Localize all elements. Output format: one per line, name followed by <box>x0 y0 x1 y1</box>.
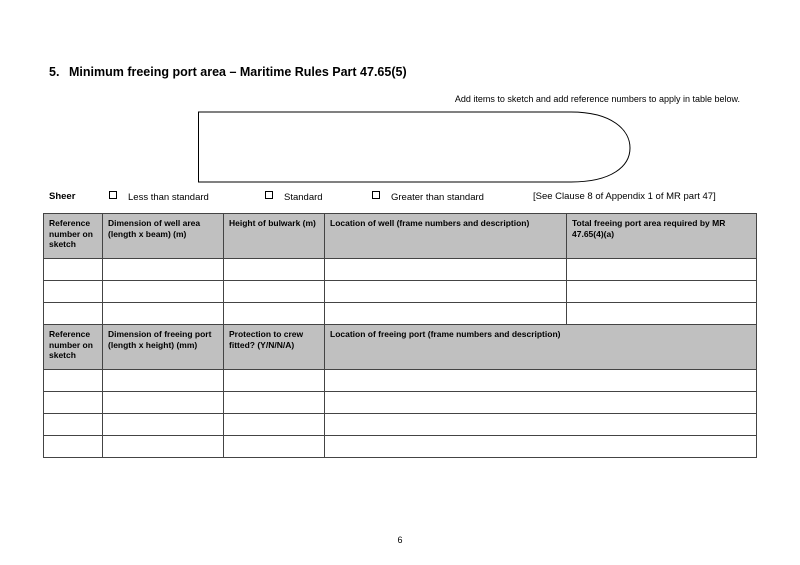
header-text: Location of freeing port (frame numbers and description) <box>330 329 561 339</box>
port-row <box>44 414 757 436</box>
table-cell[interactable] <box>567 259 757 281</box>
header-text: Protection to crew fitted? (Y/N/N/A) <box>229 329 304 350</box>
table-cell[interactable] <box>103 259 224 281</box>
table-cell[interactable] <box>103 436 224 458</box>
table-cell[interactable] <box>567 281 757 303</box>
port-header-cell <box>224 325 325 370</box>
table-cell[interactable] <box>103 370 224 392</box>
clause-reference: [See Clause 8 of Appendix 1 of MR part 47] <box>533 191 716 202</box>
well-row <box>44 303 757 325</box>
table-cell[interactable] <box>325 370 757 392</box>
header-text: Total freeing port area required by MR 47.65(4)(a) <box>572 218 726 239</box>
table-cell[interactable] <box>44 303 103 325</box>
port-header-cell <box>325 325 757 370</box>
section-number: 5. <box>49 65 60 79</box>
table-cell[interactable] <box>44 436 103 458</box>
table-cell[interactable] <box>103 392 224 414</box>
table-cell[interactable] <box>44 281 103 303</box>
table-cell[interactable] <box>224 414 325 436</box>
table-cell[interactable] <box>103 414 224 436</box>
sheer-option-less-label: Less than standard <box>128 192 209 203</box>
table-cell[interactable] <box>567 303 757 325</box>
checkbox-standard[interactable] <box>265 191 273 199</box>
table-cell[interactable] <box>224 436 325 458</box>
well-header-cell <box>44 214 103 259</box>
sheer-option-greater[interactable] <box>372 191 484 203</box>
table-cell[interactable] <box>325 303 567 325</box>
table-cell[interactable] <box>224 281 325 303</box>
table-cell[interactable] <box>224 303 325 325</box>
header-text: Height of bulwark (m) <box>229 218 316 228</box>
table-cell[interactable] <box>325 414 757 436</box>
sheer-option-greater-label: Greater than standard <box>391 192 484 203</box>
section-title: Minimum freeing port area – Maritime Rules Part 47.65(5) <box>69 65 407 79</box>
sheer-option-standard-label: Standard <box>284 192 323 203</box>
table-cell[interactable] <box>325 392 757 414</box>
table-cell[interactable] <box>325 281 567 303</box>
sketch-instruction: Add items to sketch and add reference numbers to apply in table below. <box>454 94 740 104</box>
header-text: Reference number on sketch <box>49 218 93 250</box>
page-number: 6 <box>397 535 403 545</box>
table-cell[interactable] <box>44 370 103 392</box>
table-cell[interactable] <box>44 392 103 414</box>
table-cell[interactable] <box>224 392 325 414</box>
well-header-cell <box>567 214 757 259</box>
port-header-cell <box>44 325 103 370</box>
section-heading <box>49 65 407 79</box>
header-text: Dimension of well area (length x beam) (m) <box>108 218 201 239</box>
port-row <box>44 392 757 414</box>
hull-sketch-outline[interactable] <box>197 110 637 186</box>
checkbox-greater-than-standard[interactable] <box>372 191 380 199</box>
table-cell[interactable] <box>103 281 224 303</box>
well-header-cell <box>103 214 224 259</box>
port-header-row <box>44 325 757 370</box>
table-cell[interactable] <box>325 259 567 281</box>
port-row <box>44 370 757 392</box>
sheer-option-standard[interactable] <box>265 191 323 203</box>
well-header-cell <box>224 214 325 259</box>
table-cell[interactable] <box>325 436 757 458</box>
table-cell[interactable] <box>224 370 325 392</box>
port-row <box>44 436 757 458</box>
table-cell[interactable] <box>44 414 103 436</box>
well-row <box>44 259 757 281</box>
table-cell[interactable] <box>44 259 103 281</box>
port-header-cell <box>103 325 224 370</box>
table-cell[interactable] <box>103 303 224 325</box>
freeing-port-table <box>43 213 757 458</box>
well-header-row <box>44 214 757 259</box>
sheer-option-less[interactable] <box>109 191 209 203</box>
table-cell[interactable] <box>224 259 325 281</box>
checkbox-less-than-standard[interactable] <box>109 191 117 199</box>
well-row <box>44 281 757 303</box>
header-text: Dimension of freeing port (length x height) (mm) <box>108 329 212 350</box>
header-text: Location of well (frame numbers and description) <box>330 218 530 228</box>
header-text: Reference number on sketch <box>49 329 93 361</box>
sheer-label: Sheer <box>49 191 76 202</box>
well-header-cell <box>325 214 567 259</box>
